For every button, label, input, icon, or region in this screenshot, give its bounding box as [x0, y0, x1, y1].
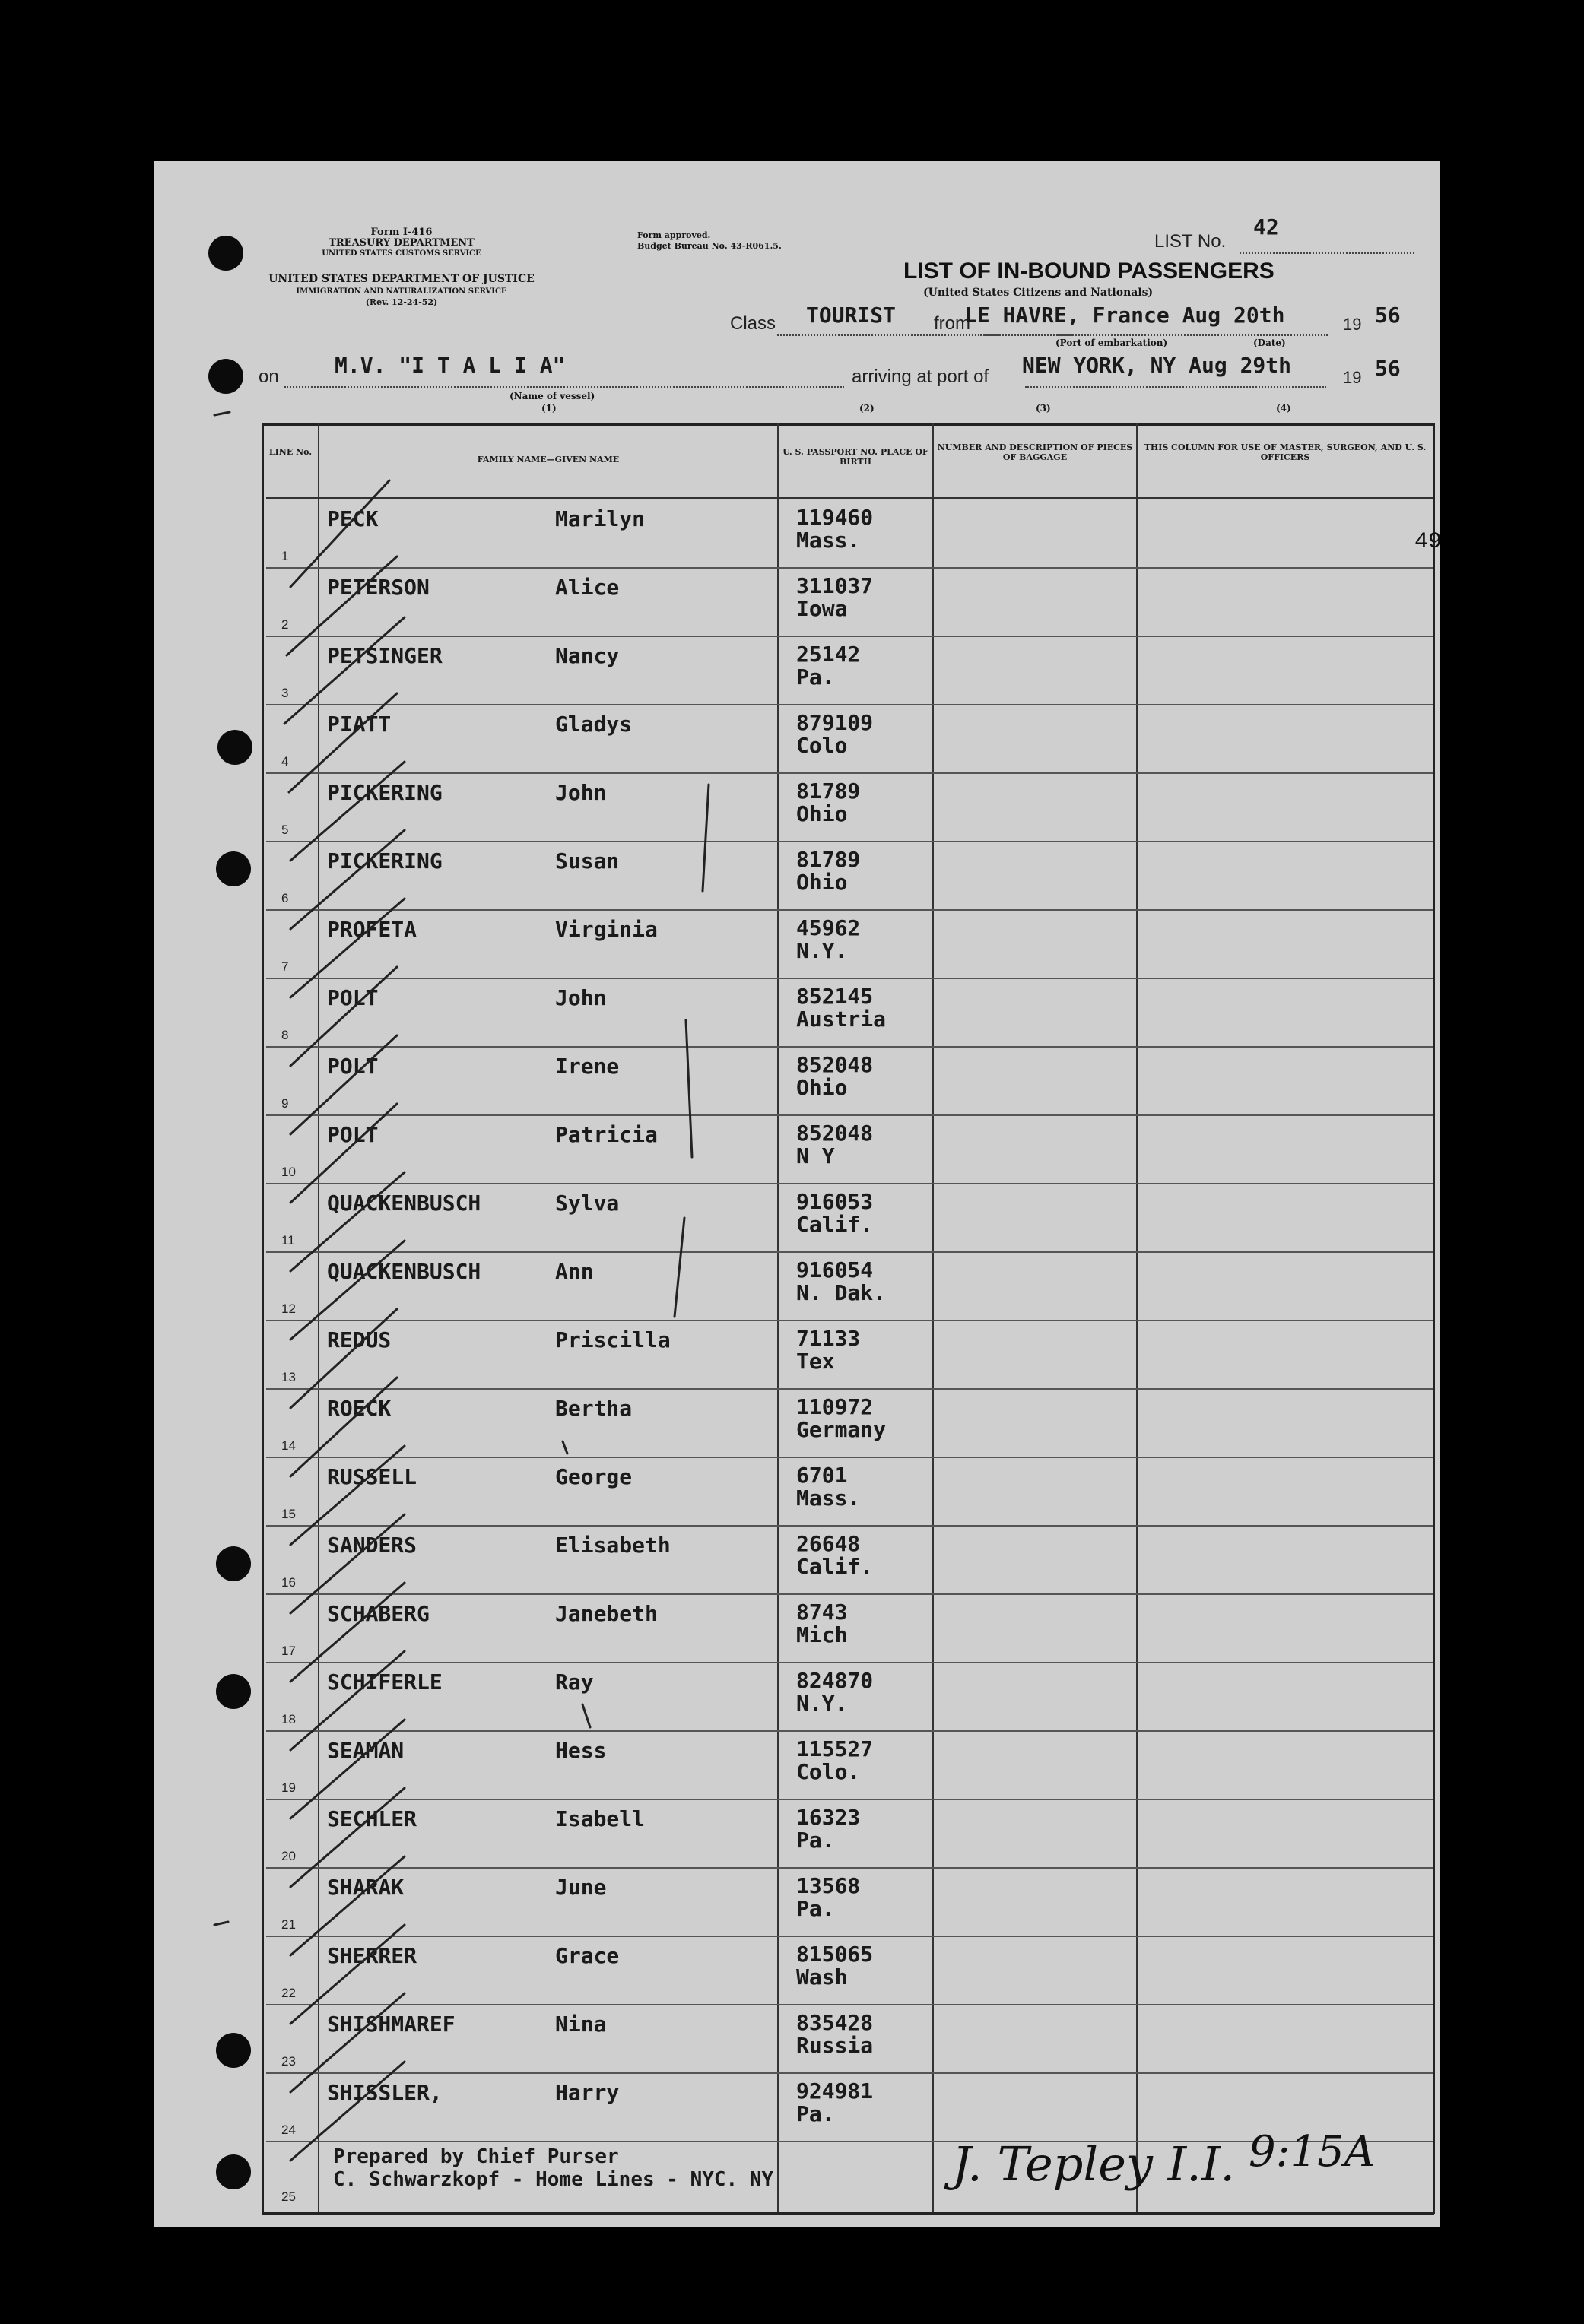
place-of-birth: Calif. [796, 1554, 874, 1579]
given-name: Hess [555, 1738, 607, 1763]
place-of-birth: Calif. [796, 1212, 874, 1237]
line-number: 23 [281, 2054, 296, 2069]
on-label: on [259, 366, 279, 387]
list-label: LIST No. [1154, 231, 1227, 252]
family-name: SCHIFERLE [327, 1669, 443, 1695]
passport-number: 71133 [796, 1326, 861, 1351]
place-of-birth: Wash [796, 1964, 848, 1990]
place-of-birth: Pa. [796, 2101, 835, 2126]
place-of-birth: N.Y. [796, 938, 848, 963]
col-header-baggage: NUMBER AND DESCRIPTION OF PIECES OF BAGGAGE [937, 442, 1133, 462]
passport-number: 852145 [796, 984, 874, 1009]
given-name: Gladys [555, 712, 633, 737]
family-name: PIATT [327, 712, 392, 737]
line-number: 3 [281, 686, 289, 700]
passport-number: 81789 [796, 778, 861, 804]
year-prefix-2: 19 [1343, 368, 1362, 387]
place-of-birth: Colo [796, 733, 848, 758]
given-name: John [555, 780, 607, 805]
col-num-1: (1) [541, 403, 557, 414]
passport-number: 119460 [796, 505, 874, 530]
page-title: LIST OF IN-BOUND PASSENGERS [903, 258, 1275, 284]
place-of-birth: Pa. [796, 1828, 835, 1853]
given-name: Janebeth [555, 1601, 658, 1626]
line-number: 6 [281, 891, 289, 905]
given-name: Nancy [555, 643, 620, 668]
list-number: 42 [1253, 214, 1279, 239]
family-name: SHARAK [327, 1875, 405, 1900]
given-name: Ray [555, 1669, 594, 1695]
line-number: 5 [281, 823, 289, 837]
page-subtitle: (United States Citizens and Nationals) [923, 287, 1154, 299]
line-number: 4 [281, 754, 289, 769]
handwritten-marks [154, 161, 1443, 2227]
passport-number: 916054 [796, 1257, 874, 1282]
family-name: SHISHMAREF [327, 2012, 456, 2037]
line-number: 20 [281, 1849, 296, 1863]
passport-number: 81789 [796, 847, 861, 872]
given-name: Susan [555, 848, 620, 873]
family-name: QUACKENBUSCH [327, 1191, 481, 1216]
passport-number: 815065 [796, 1942, 874, 1967]
place-of-birth: Russia [796, 2033, 874, 2058]
line-number: 1 [281, 549, 289, 563]
col-header-passport: U. S. PASSPORT NO. PLACE OF BIRTH [782, 447, 928, 467]
given-name: Nina [555, 2012, 607, 2037]
arriving-label: arriving at port of [852, 366, 989, 387]
family-name: SHERRER [327, 1943, 417, 1968]
date-caption: (Date) [1253, 338, 1286, 348]
family-name: SECHLER [327, 1806, 417, 1831]
col-num-3: (3) [1036, 403, 1051, 414]
form-number: Form I-416 [370, 227, 433, 238]
treasury-dept: TREASURY DEPARTMENT [329, 237, 475, 249]
vessel-name: M.V. "I T A L I A" [335, 353, 566, 378]
passport-number: 6701 [796, 1463, 848, 1488]
given-name: Alice [555, 575, 620, 600]
line-number: 16 [281, 1575, 296, 1590]
place-of-birth: N.Y. [796, 1691, 848, 1716]
vessel-caption: (Name of vessel) [509, 391, 595, 401]
passport-number: 879109 [796, 710, 874, 735]
family-name: PROFETA [327, 917, 417, 942]
given-name: Marilyn [555, 506, 646, 531]
place-of-birth: Ohio [796, 801, 848, 826]
customs-service: UNITED STATES CUSTOMS SERVICE [322, 249, 481, 258]
col-num-4: (4) [1276, 403, 1291, 414]
family-name: SANDERS [327, 1533, 417, 1558]
place-of-birth: Pa. [796, 664, 835, 690]
passport-number: 115527 [796, 1736, 874, 1761]
place-of-birth: Mass. [796, 1485, 861, 1511]
line-number: 12 [281, 1302, 296, 1316]
line-number: 21 [281, 1917, 296, 1932]
place-of-birth: Pa. [796, 1896, 835, 1921]
passport-number: 25142 [796, 642, 861, 667]
family-name: RUSSELL [327, 1464, 417, 1489]
passport-number: 26648 [796, 1531, 861, 1556]
passport-number: 16323 [796, 1805, 861, 1830]
line-number: 9 [281, 1096, 289, 1111]
given-name: Bertha [555, 1396, 633, 1421]
given-name: Grace [555, 1943, 620, 1968]
given-name: Priscilla [555, 1327, 671, 1352]
from-value: LE HAVRE, France Aug 20th [964, 303, 1285, 328]
line-number: 8 [281, 1028, 289, 1042]
officer-initials: 9:15A [1249, 2127, 1376, 2177]
family-name: PETSINGER [327, 643, 443, 668]
place-of-birth: Tex [796, 1349, 835, 1374]
officer-signature: J. Tepley I.I. [952, 2136, 1236, 2192]
given-name: Isabell [555, 1806, 646, 1831]
passport-number: 852048 [796, 1052, 874, 1077]
family-name: SEAMAN [327, 1738, 405, 1763]
passport-number: 110972 [796, 1394, 874, 1419]
place-of-birth: N. Dak. [796, 1280, 887, 1305]
manifest-page [154, 161, 1443, 2227]
justice-dept: UNITED STATES DEPARTMENT OF JUSTICE [268, 273, 535, 285]
family-name: PECK [327, 506, 379, 531]
revision-date: (Rev. 12-24-52) [365, 297, 438, 307]
given-name: Elisabeth [555, 1533, 671, 1558]
passport-number: 824870 [796, 1668, 874, 1693]
line-number: 15 [281, 1507, 296, 1521]
line-number: 2 [281, 617, 289, 632]
given-name: June [555, 1875, 607, 1900]
family-name: SCHABERG [327, 1601, 430, 1626]
line-number: 25 [281, 2189, 296, 2204]
line-number: 10 [281, 1165, 296, 1179]
col-num-2: (2) [859, 403, 875, 414]
passport-number: 916053 [796, 1189, 874, 1214]
place-of-birth: Ohio [796, 870, 848, 895]
place-of-birth: Colo. [796, 1759, 861, 1784]
passport-number: 835428 [796, 2010, 874, 2035]
line-number: 17 [281, 1644, 296, 1658]
family-name: QUACKENBUSCH [327, 1259, 481, 1284]
line-number: 13 [281, 1370, 296, 1384]
line-number: 7 [281, 959, 289, 974]
family-name: PICKERING [327, 848, 443, 873]
family-name: POLT [327, 1054, 379, 1079]
given-name: John [555, 985, 607, 1010]
place-of-birth: Iowa [796, 596, 848, 621]
line-number: 19 [281, 1780, 296, 1795]
given-name: Irene [555, 1054, 620, 1079]
given-name: Ann [555, 1259, 594, 1284]
given-name: Virginia [555, 917, 658, 942]
place-of-birth: N Y [796, 1143, 835, 1168]
place-of-birth: Germany [796, 1417, 887, 1442]
arriving-value: NEW YORK, NY Aug 29th [1022, 353, 1292, 378]
passport-number: 311037 [796, 573, 874, 598]
family-name: SHISSLER, [327, 2080, 443, 2105]
line-number: 24 [281, 2123, 296, 2137]
given-name: Patricia [555, 1122, 658, 1147]
passport-number: 8743 [796, 1600, 848, 1625]
from-label: from [934, 313, 970, 334]
passport-number: 45962 [796, 915, 861, 940]
prepared-by-name: C. Schwarzkopf - Home Lines - NYC. NY [333, 2168, 774, 2191]
given-name: George [555, 1464, 633, 1489]
class-label: Class [730, 313, 776, 334]
line-number: 11 [281, 1233, 295, 1248]
family-name: POLT [327, 985, 379, 1010]
side-number: 49 [1414, 529, 1443, 555]
family-name: POLT [327, 1122, 379, 1147]
line-number: 22 [281, 1986, 296, 2000]
line-number: 14 [281, 1438, 296, 1453]
place-of-birth: Ohio [796, 1075, 848, 1100]
given-name: Sylva [555, 1191, 620, 1216]
year-embarkation: 56 [1375, 303, 1401, 328]
budget-bureau: Budget Bureau No. 43-R061.5. [637, 241, 782, 251]
year-prefix: 19 [1343, 315, 1362, 334]
place-of-birth: Mass. [796, 528, 861, 553]
family-name: PICKERING [327, 780, 443, 805]
year-arrival: 56 [1375, 356, 1401, 381]
line-number: 18 [281, 1712, 296, 1726]
col-header-line: LINE No. [268, 447, 313, 457]
passport-number: 13568 [796, 1873, 861, 1898]
place-of-birth: Mich [796, 1622, 848, 1647]
family-name: ROECK [327, 1396, 392, 1421]
place-of-birth: Austria [796, 1007, 887, 1032]
col-header-name: FAMILY NAME—GIVEN NAME [477, 455, 620, 464]
class-value: TOURIST [806, 303, 897, 328]
prepared-by: Prepared by Chief Purser [333, 2145, 619, 2168]
col-header-officers: THIS COLUMN FOR USE OF MASTER, SURGEON, AND U. S. OFFICERS [1144, 442, 1427, 462]
given-name: Harry [555, 2080, 620, 2105]
port-embarkation-caption: (Port of embarkation) [1055, 338, 1168, 348]
family-name: PETERSON [327, 575, 430, 600]
ins-agency: IMMIGRATION AND NATURALIZATION SERVICE [296, 287, 507, 296]
passport-number: 852048 [796, 1121, 874, 1146]
family-name: REDUS [327, 1327, 392, 1352]
form-approved: Form approved. [637, 230, 711, 240]
passport-number: 924981 [796, 2078, 874, 2104]
